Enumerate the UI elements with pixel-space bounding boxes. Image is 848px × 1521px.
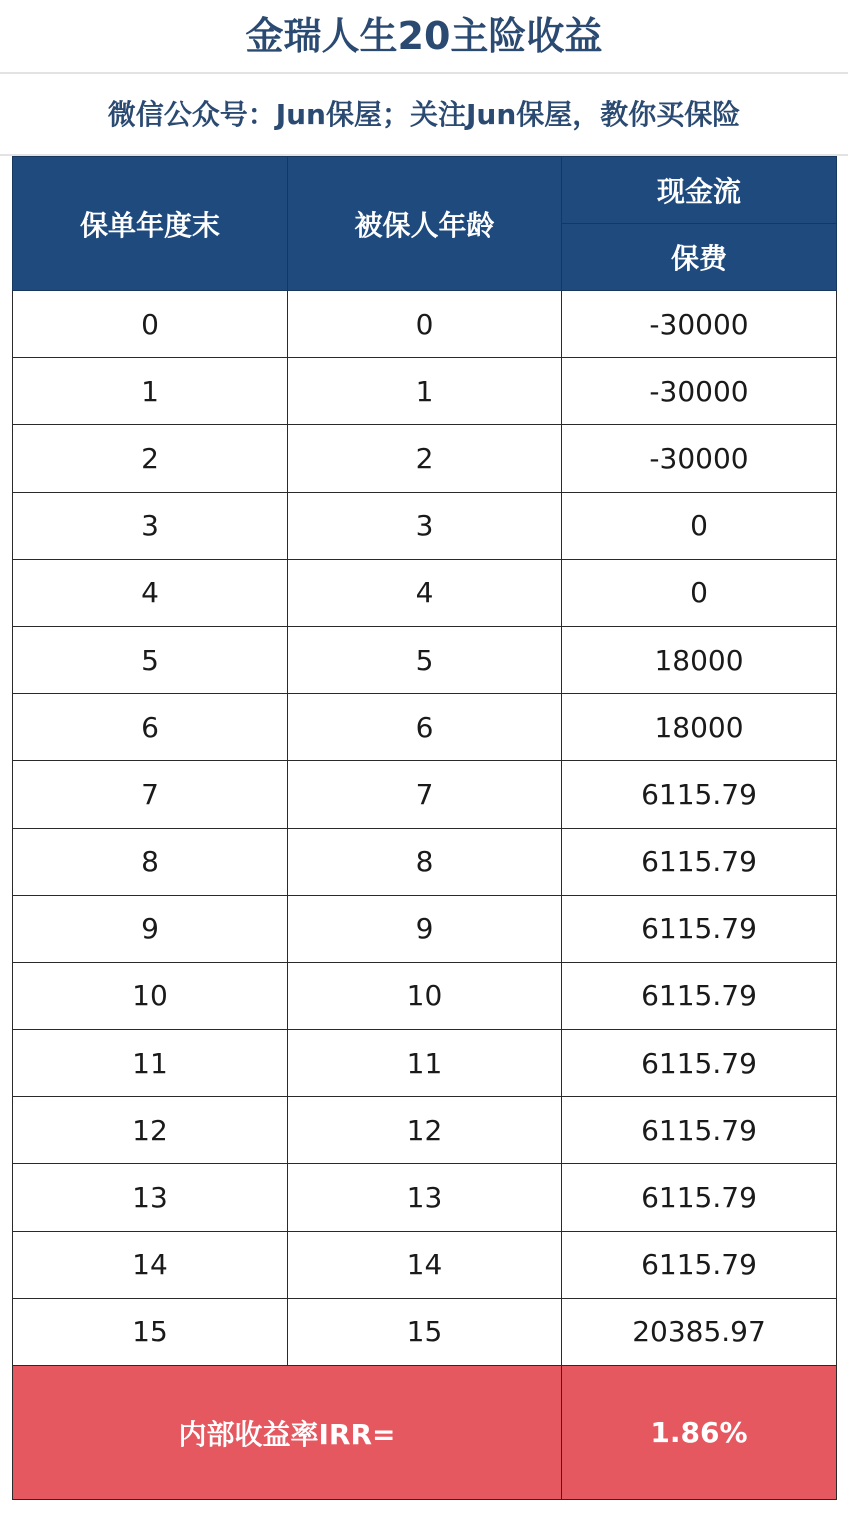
cell-premium: 18000 xyxy=(562,626,837,693)
cell-policy-year: 10 xyxy=(13,962,288,1029)
cell-insured-age: 8 xyxy=(288,828,562,895)
table-row xyxy=(13,895,837,962)
cell-premium: 6115.79 xyxy=(562,1164,837,1231)
cell-insured-age: 1 xyxy=(288,358,562,425)
table-row xyxy=(13,1164,837,1231)
table-row xyxy=(13,962,837,1029)
cell-premium: 18000 xyxy=(562,694,837,761)
cell-policy-year: 6 xyxy=(13,694,288,761)
cell-insured-age: 11 xyxy=(288,1030,562,1097)
page-title: 金瑞人生20主险收益 xyxy=(0,0,848,74)
cell-insured-age: 10 xyxy=(288,962,562,1029)
cell-policy-year: 15 xyxy=(13,1298,288,1365)
table-row xyxy=(13,559,837,626)
cell-premium: -30000 xyxy=(562,291,837,358)
cell-policy-year: 0 xyxy=(13,291,288,358)
cell-policy-year: 14 xyxy=(13,1231,288,1298)
irr-value: 1.86% xyxy=(562,1366,837,1500)
cell-policy-year: 5 xyxy=(13,626,288,693)
cell-policy-year: 11 xyxy=(13,1030,288,1097)
cell-insured-age: 6 xyxy=(288,694,562,761)
cell-premium: 6115.79 xyxy=(562,1030,837,1097)
cell-premium: 6115.79 xyxy=(562,1231,837,1298)
table-row xyxy=(13,694,837,761)
table-body xyxy=(13,291,837,1366)
page-subtitle: 微信公众号：Jun保屋；关注Jun保屋，教你买保险 xyxy=(0,74,848,156)
cell-premium: -30000 xyxy=(562,425,837,492)
cell-premium: 6115.79 xyxy=(562,828,837,895)
irr-label: 内部收益率IRR= xyxy=(13,1366,562,1500)
cell-insured-age: 13 xyxy=(288,1164,562,1231)
cell-policy-year: 7 xyxy=(13,761,288,828)
table-row xyxy=(13,1097,837,1164)
table-row xyxy=(13,1231,837,1298)
cell-policy-year: 9 xyxy=(13,895,288,962)
header-premium: 保费 xyxy=(562,224,837,291)
cell-premium: -30000 xyxy=(562,358,837,425)
cell-insured-age: 14 xyxy=(288,1231,562,1298)
header-cash-flow: 现金流 xyxy=(562,157,837,224)
cell-insured-age: 2 xyxy=(288,425,562,492)
cell-insured-age: 7 xyxy=(288,761,562,828)
cell-insured-age: 3 xyxy=(288,492,562,559)
table-row xyxy=(13,761,837,828)
cell-policy-year: 3 xyxy=(13,492,288,559)
cell-policy-year: 8 xyxy=(13,828,288,895)
cell-premium: 6115.79 xyxy=(562,1097,837,1164)
cell-policy-year: 2 xyxy=(13,425,288,492)
table-row xyxy=(13,1030,837,1097)
cell-premium: 0 xyxy=(562,492,837,559)
cell-insured-age: 15 xyxy=(288,1298,562,1365)
table-row xyxy=(13,828,837,895)
header-policy-year: 保单年度末 xyxy=(13,157,288,291)
cell-premium: 6115.79 xyxy=(562,895,837,962)
cell-premium: 0 xyxy=(562,559,837,626)
cell-policy-year: 13 xyxy=(13,1164,288,1231)
cell-policy-year: 12 xyxy=(13,1097,288,1164)
cell-insured-age: 0 xyxy=(288,291,562,358)
cell-insured-age: 5 xyxy=(288,626,562,693)
cell-insured-age: 4 xyxy=(288,559,562,626)
cell-policy-year: 1 xyxy=(13,358,288,425)
table-row xyxy=(13,626,837,693)
cell-insured-age: 12 xyxy=(288,1097,562,1164)
cell-premium: 6115.79 xyxy=(562,962,837,1029)
table-header xyxy=(13,157,837,291)
cell-insured-age: 9 xyxy=(288,895,562,962)
table-row xyxy=(13,291,837,358)
cell-premium: 20385.97 xyxy=(562,1298,837,1365)
table-row xyxy=(13,358,837,425)
table-row xyxy=(13,425,837,492)
cell-policy-year: 4 xyxy=(13,559,288,626)
table-row xyxy=(13,492,837,559)
irr-footer-row xyxy=(13,1366,837,1500)
irr-table xyxy=(12,156,837,1500)
cell-premium: 6115.79 xyxy=(562,761,837,828)
header-insured-age: 被保人年龄 xyxy=(288,157,562,291)
table-row xyxy=(13,1298,837,1365)
